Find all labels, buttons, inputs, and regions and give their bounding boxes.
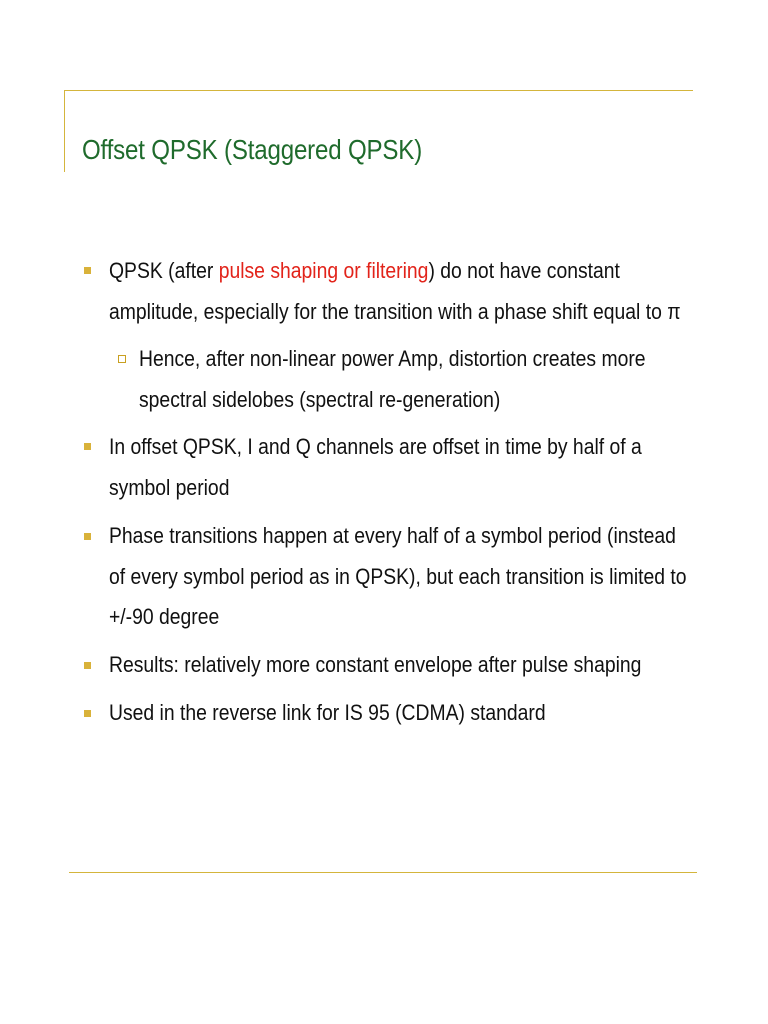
sub-bullet-line-1-text: Hence, after non-linear power Amp, distortion creates more [139, 346, 646, 371]
bullet-square-icon [84, 443, 91, 450]
bullet-3-line-1-text: Phase transitions happen at every half of a symbol period (instead [109, 523, 676, 548]
bullet-square-icon [84, 267, 91, 274]
bottom-rule [69, 872, 697, 873]
bullet-3-line-3 [109, 597, 237, 637]
left-rule [64, 90, 65, 172]
bullet-5-line-1-text: Used in the reverse link for IS 95 (CDMA) standard [109, 700, 546, 725]
sub-bullet-line-2-text: spectral sidelobes (spectral re-generation) [139, 387, 501, 412]
bullet-2-line-2-text: symbol period [109, 475, 230, 500]
bullet-1-text-pre: QPSK (after [109, 258, 219, 283]
bullet-1-highlight: pulse shaping or filtering [218, 258, 429, 283]
top-rule [64, 90, 693, 91]
slide-title: Offset QPSK (Staggered QPSK) [82, 134, 423, 165]
bullet-3-line-3-text: +/-90 degree [109, 604, 220, 629]
bullet-square-icon [84, 533, 91, 540]
bullet-4-line-1 [109, 645, 728, 685]
bullet-1-text-post: ) do not have constant [428, 258, 620, 283]
bullet-3-line-2-text: of every symbol period as in QPSK), but each transition is limited to [109, 564, 687, 589]
sub-bullet-square-icon [118, 355, 126, 363]
sub-bullet-line-2 [139, 380, 559, 420]
bullet-1-line-1 [109, 251, 703, 291]
bullet-2-line-2 [109, 468, 249, 508]
bullet-3-line-2 [109, 557, 768, 597]
bullet-2-line-1 [109, 427, 729, 467]
bullet-square-icon [84, 710, 91, 717]
bullet-1-line-2 [109, 292, 768, 332]
sub-bullet-line-1 [139, 339, 728, 379]
bullet-square-icon [84, 662, 91, 669]
bullet-5-line-1 [109, 693, 617, 733]
bullet-2-line-1-text: In offset QPSK, I and Q channels are offset in time by half of a [109, 434, 642, 459]
bullet-4-line-1-text: Results: relatively more constant envelope after pulse shaping [109, 652, 642, 677]
bullet-1-line-2-text: amplitude, especially for the transition with a phase shift equal to π [109, 299, 681, 324]
bullet-3-line-1 [109, 516, 768, 556]
